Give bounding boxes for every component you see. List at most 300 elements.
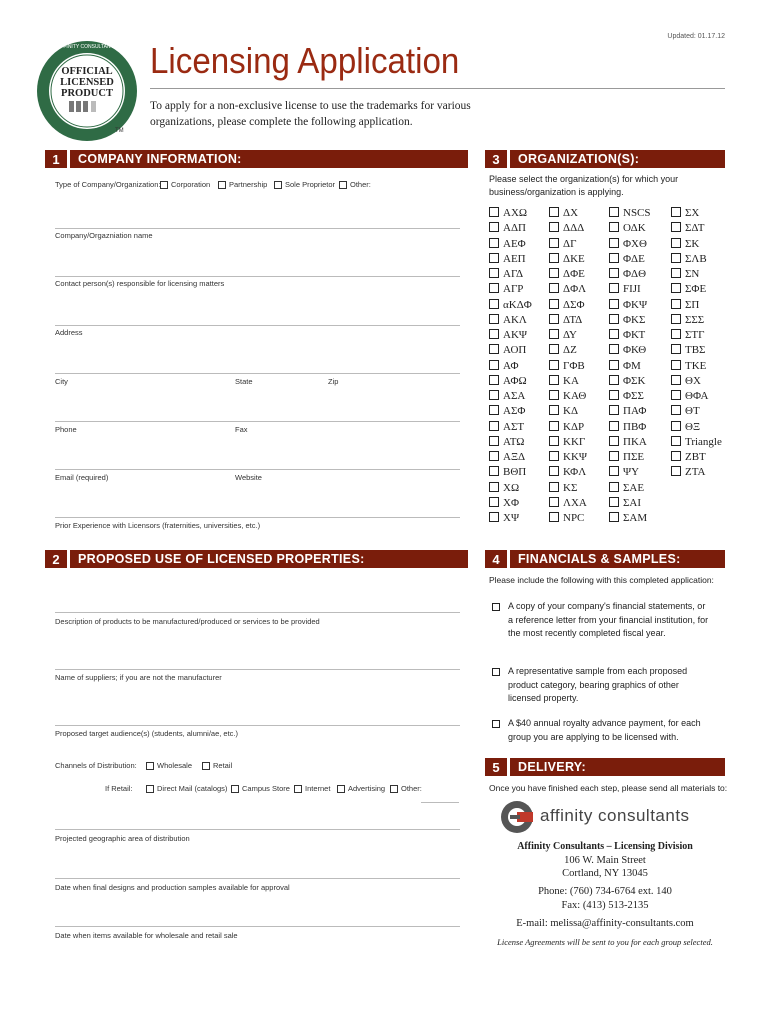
checkbox[interactable] [609, 253, 619, 263]
checkbox[interactable] [218, 181, 226, 189]
org-label: ΔΓ [563, 237, 577, 250]
org-label: ΑΧΩ [503, 207, 528, 219]
org-label: ΦΚΨ [623, 298, 648, 311]
checkbox[interactable] [671, 268, 681, 278]
seal-ring-text: AFFINITY CONSULTANTS [56, 44, 118, 50]
org-option[interactable] [609, 496, 651, 511]
checkbox[interactable] [671, 390, 681, 400]
checkbox[interactable] [489, 253, 499, 263]
type-corporation-option[interactable]: Corporation [160, 180, 210, 189]
checkbox[interactable] [609, 207, 619, 217]
org-label: ΑΣΤ [503, 420, 525, 433]
delivery-intro: Once you have finished each step, please send all materials to: [489, 783, 728, 793]
email-label: Email (required) [55, 473, 109, 482]
checkbox[interactable] [549, 283, 559, 293]
org-option[interactable] [609, 237, 651, 252]
org-label: ΣΤΓ [685, 329, 705, 341]
checkbox[interactable] [671, 238, 681, 248]
org-option[interactable] [549, 298, 587, 313]
checkbox[interactable] [549, 405, 559, 415]
checkbox[interactable] [671, 222, 681, 232]
suppliers-line[interactable] [55, 669, 460, 670]
org-option[interactable] [489, 465, 532, 480]
org-label: ΔΖ [563, 344, 577, 357]
delivery-fax: Fax: (413) 513-2135 [561, 900, 649, 911]
checkbox[interactable] [609, 436, 619, 446]
org-option[interactable] [549, 481, 587, 496]
org-option[interactable] [609, 282, 651, 297]
section4-number: 4 [485, 550, 510, 568]
org-label: ΑΦ [503, 359, 519, 372]
checkbox[interactable] [671, 360, 681, 370]
final-date-line[interactable] [55, 878, 460, 879]
items-date-line[interactable] [55, 926, 460, 927]
org-option[interactable] [549, 389, 587, 404]
financial-statement-item[interactable]: A copy of your company's financial statements, or a reference letter from your financial institution, for the most recently completed fiscal year. [492, 600, 712, 641]
website-label: Website [235, 473, 262, 482]
org-option[interactable] [609, 420, 651, 435]
org-option[interactable] [609, 435, 651, 450]
org-option[interactable] [549, 343, 587, 358]
section4-header [485, 550, 725, 568]
checkbox[interactable] [609, 329, 619, 339]
checkbox[interactable] [492, 720, 500, 728]
org-option[interactable] [489, 237, 532, 252]
checkbox[interactable] [549, 222, 559, 232]
org-option[interactable] [609, 267, 651, 282]
checkbox[interactable] [609, 299, 619, 309]
checkbox[interactable] [160, 181, 168, 189]
checkbox[interactable] [489, 314, 499, 324]
retail-internet-option[interactable]: Internet [294, 784, 330, 793]
org-option[interactable] [671, 237, 722, 252]
org-label: ΠΑΦ [623, 405, 647, 418]
org-option[interactable] [671, 389, 722, 404]
org-option[interactable] [609, 328, 651, 343]
checkbox[interactable] [549, 451, 559, 461]
checkbox[interactable] [146, 785, 154, 793]
org-option[interactable] [609, 404, 651, 419]
org-option[interactable] [671, 359, 722, 374]
checkbox[interactable] [202, 762, 210, 770]
org-label: ΑΓΡ [503, 283, 524, 296]
checkbox[interactable] [671, 466, 681, 476]
org-option[interactable] [609, 343, 651, 358]
channel-wholesale-option[interactable]: Wholesale [146, 761, 192, 770]
org-option[interactable] [609, 465, 651, 480]
org-option[interactable] [609, 221, 651, 236]
checkbox[interactable] [489, 222, 499, 232]
checkbox[interactable] [609, 421, 619, 431]
org-column-2 [549, 206, 587, 526]
organizations-intro: Please select the organization(s) for which your business/organization is applying. [489, 174, 679, 197]
org-label: ΔΦΕ [563, 268, 585, 280]
checkbox[interactable] [489, 466, 499, 476]
checkbox[interactable] [549, 238, 559, 248]
checkbox[interactable] [549, 329, 559, 339]
checkbox[interactable] [549, 390, 559, 400]
phone-fax-line[interactable] [55, 469, 460, 470]
checkbox[interactable] [549, 268, 559, 278]
checkbox[interactable] [609, 482, 619, 492]
company-type-line[interactable] [55, 228, 460, 229]
org-option[interactable] [489, 282, 532, 297]
org-label: ΚΔ [563, 405, 579, 418]
fax-label: Fax [235, 425, 248, 434]
channel-retail-option[interactable]: Retail [202, 761, 232, 770]
org-option[interactable] [549, 404, 587, 419]
org-label: ΚΑ [563, 374, 579, 387]
org-label: ΔΧ [563, 207, 579, 219]
org-label: ΚΣ [563, 481, 578, 494]
org-option[interactable] [671, 435, 722, 450]
org-option[interactable] [549, 465, 587, 480]
checkbox[interactable] [489, 329, 499, 339]
checkbox[interactable] [337, 785, 345, 793]
checkbox[interactable] [294, 785, 302, 793]
org-label: ΠΒΦ [623, 420, 647, 433]
org-option[interactable] [609, 252, 651, 267]
checkbox[interactable] [609, 268, 619, 278]
org-label: ΣΑΜ [623, 512, 648, 524]
org-option[interactable] [489, 206, 532, 221]
org-label: ΦΔΘ [623, 268, 647, 280]
org-label: ΣΧ [685, 207, 700, 219]
org-option[interactable] [489, 328, 532, 343]
checkbox[interactable] [489, 390, 499, 400]
org-option[interactable] [671, 343, 722, 358]
org-option[interactable] [549, 237, 587, 252]
checkbox[interactable] [489, 436, 499, 446]
org-label: ΣΛΒ [685, 252, 707, 265]
org-label: ΑΕΠ [503, 252, 526, 265]
seal-line3: PRODUCT [61, 88, 113, 99]
checkbox[interactable] [549, 512, 559, 522]
org-option[interactable] [549, 420, 587, 435]
delivery-note: License Agreements will be sent to you for each group selected. [497, 937, 713, 947]
title-divider [150, 88, 725, 89]
checkbox[interactable] [609, 512, 619, 522]
org-label: ΑΚΨ [503, 329, 528, 341]
org-label: ΣΑΙ [623, 496, 642, 509]
items-date-label: Date when items available for wholesale and retail sale [55, 931, 238, 940]
checkbox[interactable] [609, 375, 619, 385]
org-label: ΔΚΕ [563, 252, 585, 265]
seal-line2: LICENSED [60, 77, 114, 88]
org-option[interactable] [489, 252, 532, 267]
checkbox[interactable] [671, 253, 681, 263]
org-label: ΦΚΤ [623, 329, 646, 341]
checkbox[interactable] [549, 207, 559, 217]
type-partnership-option[interactable]: Partnership [218, 180, 267, 189]
org-label: ΣΑΕ [623, 481, 645, 494]
delivery-street: 106 W. Main Street [564, 855, 646, 866]
prior-experience-label: Prior Experience with Licensors (fraternities, universities, etc.) [55, 521, 261, 530]
org-option[interactable] [549, 450, 587, 465]
sample-item[interactable]: A representative sample from each proposed product category, bearing graphics of other licensed property. [492, 665, 712, 706]
org-option[interactable] [671, 282, 722, 297]
org-label: ΠΣΕ [623, 451, 645, 463]
description-line[interactable] [55, 612, 460, 613]
address-label: Address [55, 328, 83, 337]
org-option[interactable] [671, 221, 722, 236]
section3-number: 3 [485, 150, 510, 168]
email-website-line[interactable] [55, 517, 460, 518]
retail-other-line[interactable] [421, 802, 459, 803]
section2-number: 2 [45, 550, 70, 568]
section1-title: COMPANY INFORMATION: [78, 152, 242, 166]
org-label: ΑΔΠ [503, 222, 526, 235]
checkbox[interactable] [671, 207, 681, 217]
city-label: City [55, 377, 68, 386]
org-option[interactable] [489, 359, 532, 374]
org-label: ΑΣΦ [503, 405, 526, 418]
checkbox[interactable] [489, 405, 499, 415]
checkbox[interactable] [489, 497, 499, 507]
city-state-zip-line[interactable] [55, 421, 460, 422]
org-option[interactable] [671, 313, 722, 328]
org-label: ΔΥ [563, 329, 577, 341]
org-option[interactable] [549, 435, 587, 450]
org-label: ΚΔΡ [563, 420, 585, 433]
org-option[interactable] [609, 481, 651, 496]
org-option[interactable] [671, 465, 722, 480]
org-option[interactable] [609, 389, 651, 404]
org-option[interactable] [671, 450, 722, 465]
org-option[interactable] [489, 221, 532, 236]
org-option[interactable] [489, 481, 532, 496]
org-label: ΧΨ [503, 512, 520, 524]
intro-text: To apply for a non-exclusive license to use the trademarks for various organizations, please complete the following application. [150, 100, 471, 128]
checkbox[interactable] [489, 375, 499, 385]
checkbox[interactable] [549, 360, 559, 370]
org-option[interactable] [489, 496, 532, 511]
org-option[interactable] [609, 359, 651, 374]
org-label: ΖΤΑ [685, 466, 706, 479]
org-option[interactable] [489, 343, 532, 358]
checkbox[interactable] [489, 451, 499, 461]
updated-date: Updated: 01.17.12 [667, 33, 725, 40]
org-label: ΦΣΚ [623, 374, 646, 387]
org-option[interactable] [671, 328, 722, 343]
org-label: ΚΚΨ [563, 451, 588, 463]
checkbox[interactable] [390, 785, 398, 793]
org-label: ΨΥ [623, 466, 640, 479]
checkbox[interactable] [489, 299, 499, 309]
checkbox[interactable] [489, 207, 499, 217]
section4-title: FINANCIALS & SAMPLES: [518, 552, 681, 566]
checkbox[interactable] [489, 482, 499, 492]
org-option[interactable] [549, 252, 587, 267]
final-date-label: Date when final designs and production samples available for approval [55, 883, 290, 892]
checkbox[interactable] [489, 344, 499, 354]
checkbox[interactable] [671, 436, 681, 446]
state-label: State [235, 377, 253, 386]
org-label: ΣΔΤ [685, 222, 705, 235]
checkbox[interactable] [549, 299, 559, 309]
checkbox[interactable] [609, 360, 619, 370]
org-label: ΑΣΑ [503, 390, 526, 402]
section2-title: PROPOSED USE OF LICENSED PROPERTIES: [78, 552, 365, 566]
checkbox[interactable] [146, 762, 154, 770]
checkbox[interactable] [609, 283, 619, 293]
checkbox[interactable] [609, 390, 619, 400]
org-option[interactable] [671, 404, 722, 419]
checkbox[interactable] [231, 785, 239, 793]
type-sole-proprietor-option[interactable]: Sole Proprietor [274, 180, 335, 189]
org-option[interactable] [671, 267, 722, 282]
checkbox[interactable] [549, 482, 559, 492]
org-option[interactable] [549, 206, 587, 221]
checkbox[interactable] [489, 268, 499, 278]
org-label: ΣΠ [685, 298, 700, 311]
checkbox[interactable] [671, 405, 681, 415]
checkbox[interactable] [489, 512, 499, 522]
org-option[interactable] [489, 435, 532, 450]
checkbox[interactable] [609, 344, 619, 354]
org-option[interactable] [549, 221, 587, 236]
company-type-label: Type of Company/Organization: [55, 180, 161, 189]
checkbox[interactable] [609, 222, 619, 232]
org-option[interactable] [549, 374, 587, 389]
org-label: ΑΤΩ [503, 435, 525, 448]
section2-header [45, 550, 468, 568]
checkbox[interactable] [549, 375, 559, 385]
org-option[interactable] [609, 450, 651, 465]
checkbox[interactable] [609, 497, 619, 507]
org-option[interactable] [609, 298, 651, 313]
checkbox[interactable] [549, 421, 559, 431]
org-option[interactable] [671, 298, 722, 313]
delivery-email: E-mail: melissa@affinity-consultants.com [516, 918, 694, 929]
org-option[interactable] [489, 420, 532, 435]
org-option[interactable] [549, 496, 587, 511]
affinity-logo-icon [500, 800, 534, 834]
checkbox[interactable] [274, 181, 282, 189]
org-label: ΚΚΓ [563, 435, 586, 448]
org-option[interactable] [549, 282, 587, 297]
org-option[interactable] [549, 359, 587, 374]
audience-label: Proposed target audience(s) (students, alumni/ae, etc.) [55, 729, 239, 738]
org-option[interactable] [609, 206, 651, 221]
checkbox[interactable] [671, 344, 681, 354]
org-label: ΦΜ [623, 359, 641, 372]
org-label: ΑΕΦ [503, 237, 526, 250]
org-option[interactable] [549, 267, 587, 282]
org-option[interactable] [549, 328, 587, 343]
org-option[interactable] [489, 404, 532, 419]
org-option[interactable] [489, 511, 532, 526]
org-option[interactable] [609, 313, 651, 328]
checkbox[interactable] [609, 451, 619, 461]
checkbox[interactable] [549, 497, 559, 507]
checkbox[interactable] [489, 360, 499, 370]
checkbox[interactable] [492, 603, 500, 611]
checkbox[interactable] [671, 375, 681, 385]
org-label: ΔΦΛ [563, 283, 587, 296]
checkbox[interactable] [671, 283, 681, 293]
checkbox[interactable] [549, 253, 559, 263]
org-option[interactable] [489, 450, 532, 465]
checkbox[interactable] [489, 283, 499, 293]
org-label: ΣΚ [685, 237, 700, 250]
org-label: ΑΟΠ [503, 344, 527, 357]
company-name-label: Company/Orgazniation name [55, 231, 153, 240]
org-option[interactable] [549, 511, 587, 526]
org-label: ΤΒΣ [685, 344, 706, 357]
checkbox[interactable] [609, 314, 619, 324]
org-option[interactable] [549, 313, 587, 328]
org-label: NPC [563, 512, 585, 524]
org-option[interactable] [671, 252, 722, 267]
org-label: FIJI [623, 283, 641, 296]
checkbox[interactable] [609, 238, 619, 248]
org-option[interactable] [609, 511, 651, 526]
checkbox[interactable] [609, 405, 619, 415]
org-label: ΦΧΘ [623, 237, 647, 250]
section5-number: 5 [485, 758, 510, 776]
type-other-option[interactable]: Other: [339, 180, 371, 189]
contact-line[interactable] [55, 325, 460, 326]
checkbox[interactable] [671, 299, 681, 309]
geo-line[interactable] [55, 829, 460, 830]
checkbox[interactable] [549, 344, 559, 354]
checkbox[interactable] [549, 466, 559, 476]
retail-campus-store-option[interactable]: Campus Store [231, 784, 290, 793]
address-line[interactable] [55, 373, 460, 374]
org-option[interactable] [489, 298, 532, 313]
checkbox[interactable] [489, 238, 499, 248]
checkbox[interactable] [549, 436, 559, 446]
checkbox[interactable] [671, 421, 681, 431]
checkbox[interactable] [671, 314, 681, 324]
checkbox[interactable] [549, 314, 559, 324]
org-option[interactable] [489, 374, 532, 389]
checkbox[interactable] [489, 421, 499, 431]
org-option[interactable] [671, 206, 722, 221]
official-licensed-product-seal [36, 40, 138, 142]
org-label: ΘΤ [685, 405, 700, 418]
retail-direct-mail-option[interactable]: Direct Mail (catalogs) [146, 784, 227, 793]
checkbox[interactable] [671, 329, 681, 339]
affinity-logo-text: affinity consultants [540, 806, 690, 825]
org-label: ΦΔΕ [623, 252, 645, 265]
org-option[interactable] [671, 420, 722, 435]
audience-line[interactable] [55, 725, 460, 726]
org-label: ΑΦΩ [503, 374, 527, 387]
org-label: ΚΑΘ [563, 390, 587, 402]
phone-label: Phone [55, 425, 77, 434]
geo-label: Projected geographic area of distribution [55, 834, 190, 843]
checkbox[interactable] [339, 181, 347, 189]
checkbox[interactable] [492, 668, 500, 676]
checkbox[interactable] [609, 466, 619, 476]
page-title: Licensing Application [150, 40, 460, 81]
checkbox[interactable] [671, 451, 681, 461]
company-name-line[interactable] [55, 276, 460, 277]
org-label: ΔΤΔ [563, 313, 583, 326]
org-option[interactable] [489, 267, 532, 282]
org-option[interactable] [489, 313, 532, 328]
retail-other-option[interactable]: Other: [390, 784, 422, 793]
retail-advertising-option[interactable]: Advertising [337, 784, 385, 793]
org-label: ΚΦΛ [563, 466, 587, 479]
org-option[interactable] [671, 374, 722, 389]
org-option[interactable] [609, 374, 651, 389]
org-option[interactable] [489, 389, 532, 404]
section1-header [45, 150, 468, 168]
royalty-payment-item[interactable]: A $40 annual royalty advance payment, for each group you are applying to be licensed with. [492, 717, 712, 744]
